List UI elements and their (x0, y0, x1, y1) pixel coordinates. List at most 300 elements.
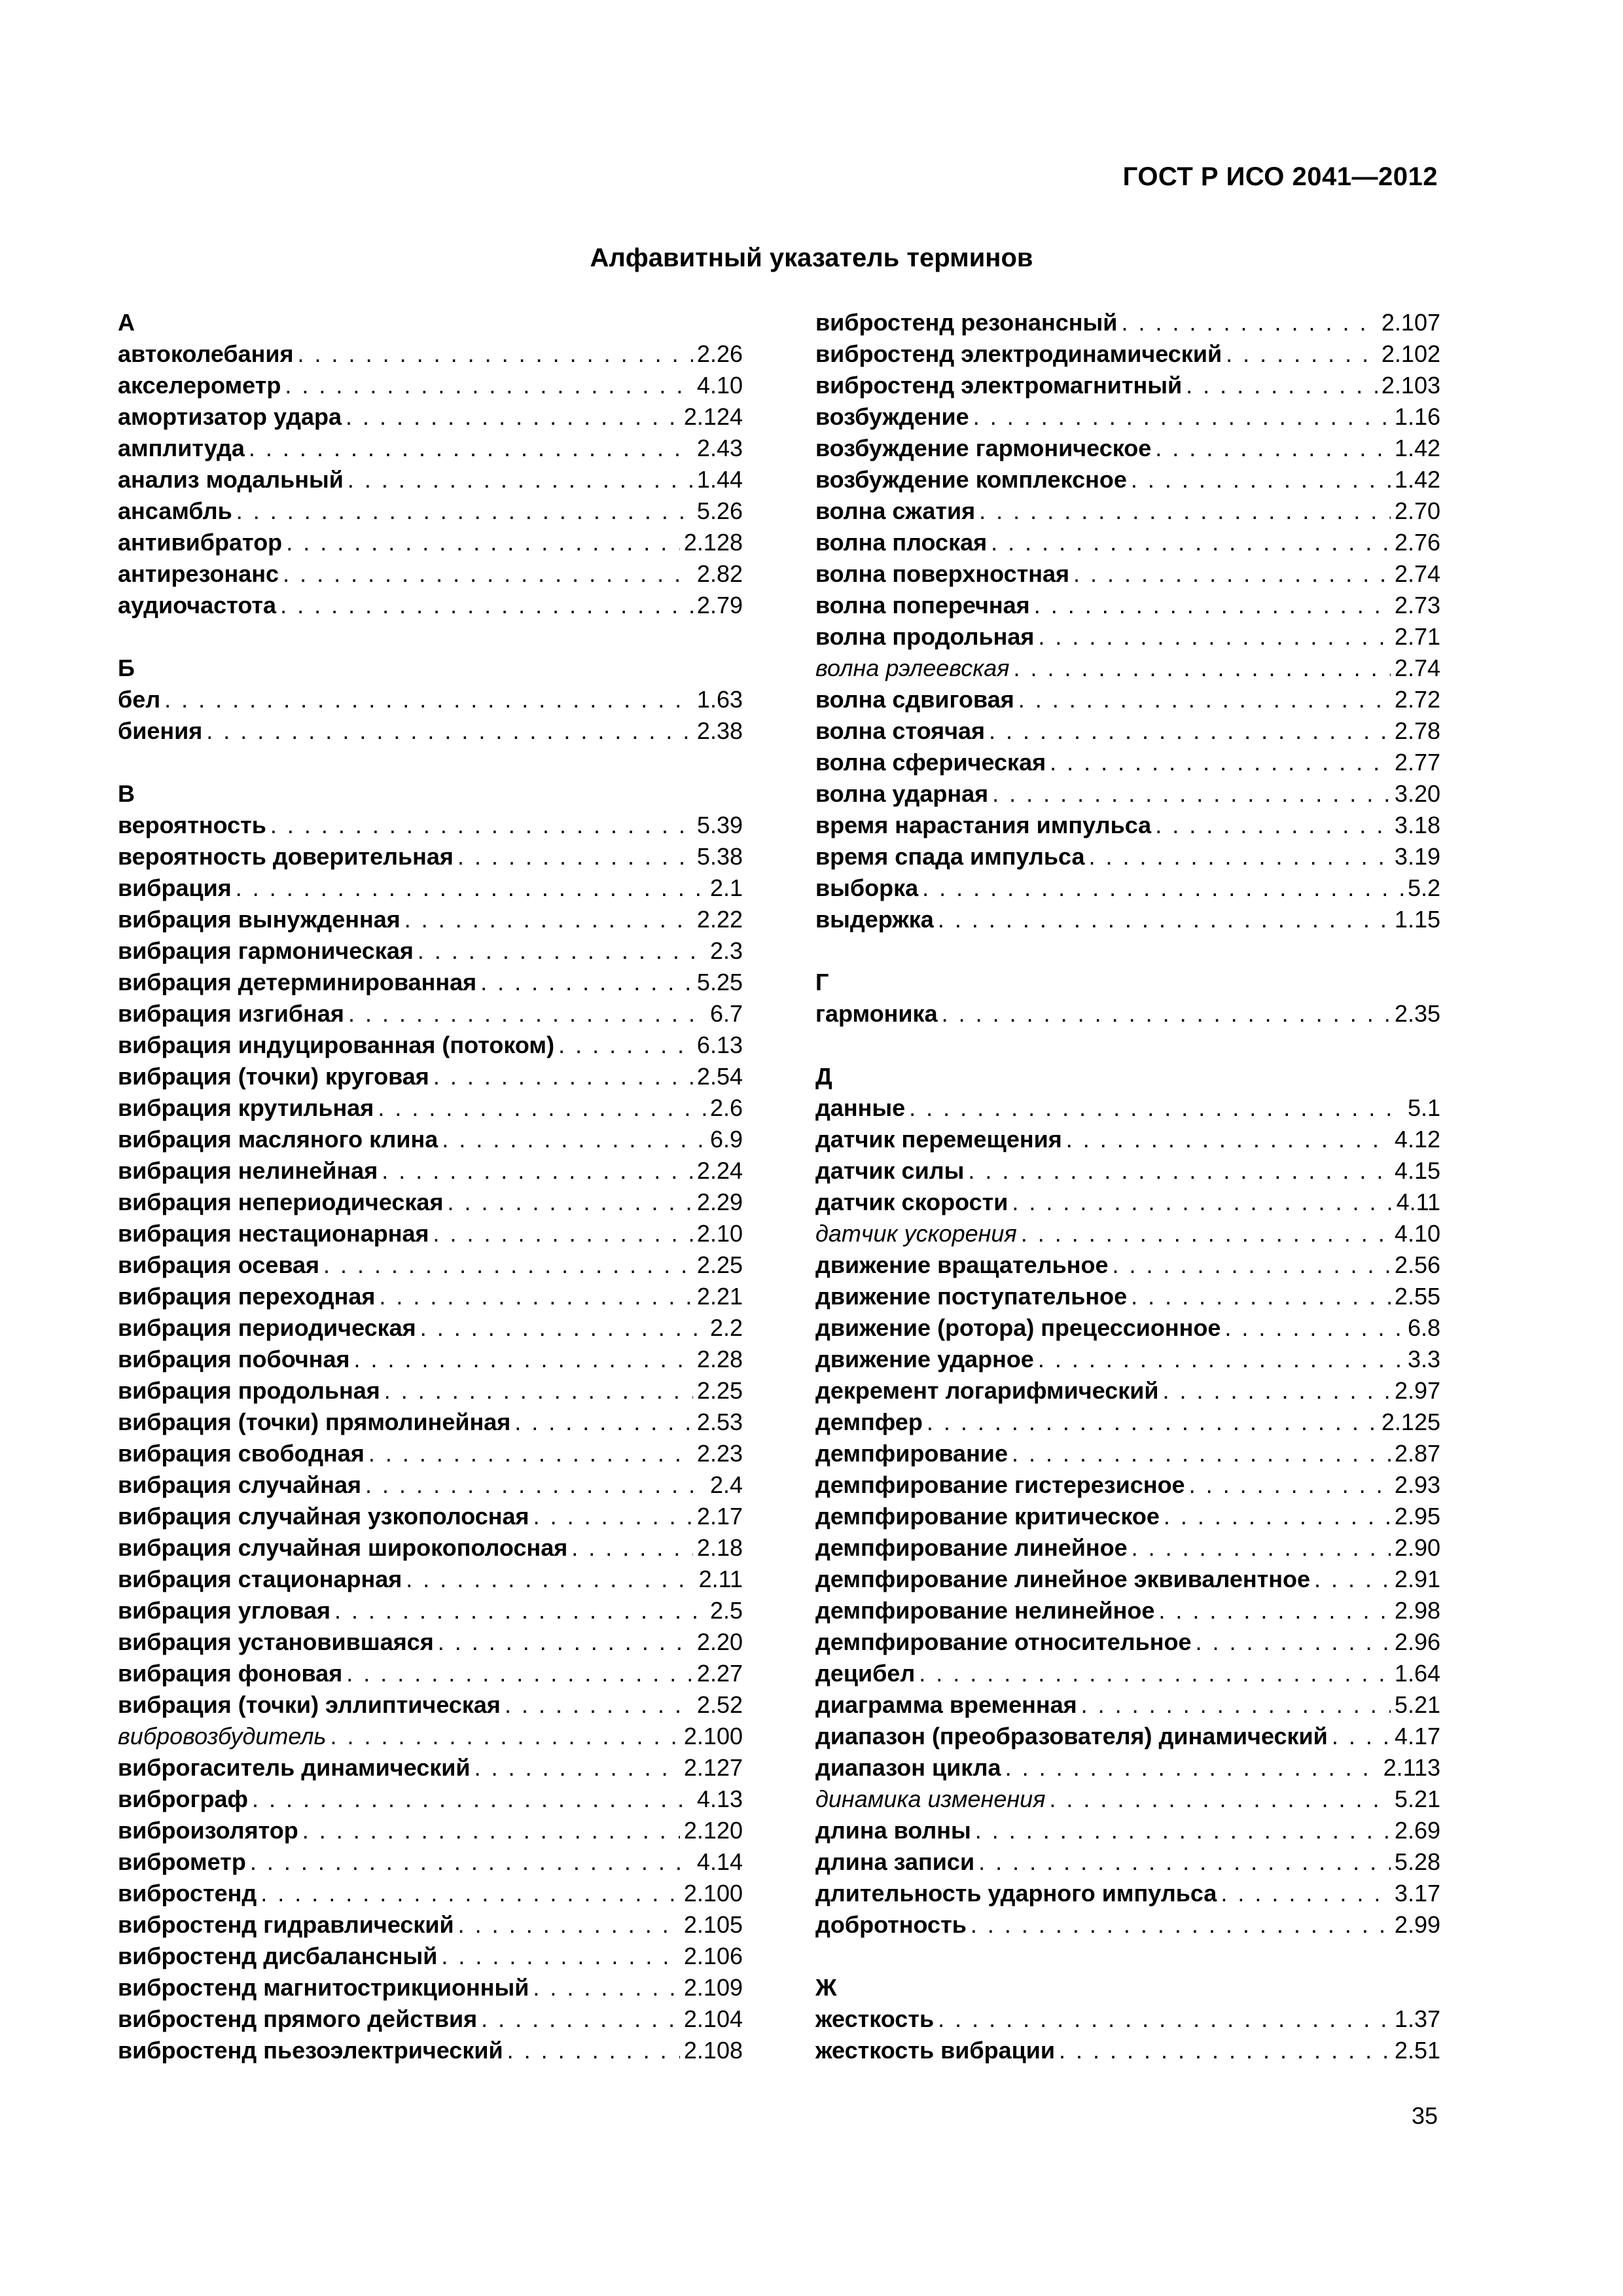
index-ref: 2.74 (1394, 560, 1440, 587)
dot-leader (418, 935, 706, 967)
index-ref: 2.5 (709, 1597, 743, 1624)
section-letter: А (118, 309, 135, 336)
dot-leader (979, 495, 1391, 527)
index-term: виброметр (118, 1848, 246, 1875)
index-entry (118, 1564, 743, 1595)
index-term: акселерометр (118, 372, 281, 399)
index-term: волна поперечная (815, 592, 1030, 619)
index-term: вибрация свободная (118, 1440, 365, 1467)
index-ref: 1.44 (696, 466, 743, 493)
dot-leader (922, 872, 1404, 904)
index-entry (118, 2003, 743, 2035)
dot-leader (533, 1501, 693, 1532)
dot-leader (406, 1564, 694, 1595)
dot-leader (379, 1281, 693, 1312)
dot-leader (1164, 1501, 1391, 1532)
index-entry (815, 684, 1440, 715)
index-term: волна ударная (815, 780, 989, 807)
index-ref: 2.96 (1394, 1628, 1440, 1655)
index-entry (815, 590, 1440, 621)
index-entry (815, 338, 1440, 370)
page-title: Алфавитный указатель терминов (590, 243, 1033, 272)
index-term: демпфирование линейное (815, 1534, 1128, 1561)
dot-leader (474, 1752, 680, 1784)
index-entry (815, 1846, 1440, 1878)
index-entry (815, 2035, 1440, 2066)
dot-leader (973, 401, 1391, 433)
index-entry (118, 1092, 743, 1124)
dot-leader (280, 590, 693, 621)
dot-leader (481, 2003, 680, 2035)
dot-leader (1226, 338, 1378, 370)
dot-leader (382, 1155, 693, 1187)
dot-leader (1131, 1281, 1391, 1312)
index-entry (118, 872, 743, 904)
index-entry (815, 1532, 1440, 1564)
index-ref: 6.13 (696, 1031, 743, 1058)
index-term: амплитуда (118, 435, 245, 461)
index-term: вибростенд (118, 1880, 257, 1907)
index-term: вибровозбудитель (118, 1723, 327, 1749)
index-ref: 1.42 (1394, 466, 1440, 493)
index-entry (118, 967, 743, 998)
index-term: антирезонанс (118, 560, 279, 587)
index-entry (815, 1564, 1440, 1595)
index-term: выборка (815, 874, 919, 901)
index-term: антивибратор (118, 529, 283, 556)
dot-leader (286, 527, 680, 558)
index-entry (815, 1878, 1440, 1909)
index-entry (815, 1438, 1440, 1469)
dot-leader (164, 684, 693, 715)
index-ref: 2.90 (1394, 1534, 1440, 1561)
index-ref: 2.53 (696, 1408, 743, 1435)
index-entry (118, 1972, 743, 2003)
index-term: волна сдвиговая (815, 686, 1014, 713)
dot-leader (1112, 1249, 1390, 1281)
index-entry (815, 1375, 1440, 1407)
index-term: вибрация случайная узкополосная (118, 1503, 529, 1530)
index-entry (815, 715, 1440, 747)
index-entry (815, 307, 1440, 338)
index-term: демпфирование относительное (815, 1628, 1192, 1655)
index-term: автоколебания (118, 340, 294, 367)
index-entry (118, 841, 743, 872)
index-ref: 5.26 (696, 497, 743, 524)
index-term: вибрация стационарная (118, 1566, 402, 1592)
dot-leader (260, 1878, 680, 1909)
index-entry (815, 1626, 1440, 1658)
index-term: жесткость вибрации (815, 2037, 1055, 2064)
index-term: вибростенд прямого действия (118, 2005, 478, 2032)
index-term: возбуждение комплексное (815, 466, 1127, 493)
index-ref: 2.54 (696, 1063, 743, 1090)
index-ref: 2.108 (683, 2037, 743, 2064)
index-ref: 2.25 (696, 1251, 743, 1278)
index-ref: 3.18 (1394, 812, 1440, 838)
section-letter: Г (815, 969, 829, 996)
index-ref: 2.104 (683, 2005, 743, 2032)
index-ref: 2.98 (1394, 1597, 1440, 1624)
index-term: выдержка (815, 906, 934, 933)
index-entry (118, 1187, 743, 1218)
section-letter: Ж (815, 1974, 837, 2001)
dot-leader (1089, 841, 1391, 872)
index-term: датчик скорости (815, 1189, 1008, 1215)
dot-leader (1186, 370, 1378, 401)
dot-leader (1155, 433, 1391, 464)
index-entry (118, 1784, 743, 1815)
index-entry (118, 1658, 743, 1689)
index-term: ансамбль (118, 497, 232, 524)
dot-leader (236, 495, 693, 527)
index-term: движение (ротора) прецессионное (815, 1314, 1221, 1341)
dot-leader (507, 2035, 680, 2066)
index-entry (815, 1752, 1440, 1784)
dot-leader (236, 872, 706, 904)
dot-leader (938, 2003, 1391, 2035)
index-term: вибрация осевая (118, 1251, 320, 1278)
index-ref: 2.128 (683, 529, 743, 556)
index-ref: 2.22 (696, 906, 743, 933)
dot-leader (441, 1941, 680, 1972)
index-entry (118, 684, 743, 715)
index-entry (118, 527, 743, 558)
index-ref: 6.8 (1407, 1314, 1440, 1341)
index-entry (815, 1689, 1440, 1721)
dot-leader (458, 1909, 680, 1941)
dot-leader (909, 1092, 1404, 1124)
dot-leader (1049, 1784, 1391, 1815)
dot-leader (1012, 1438, 1391, 1469)
index-entry (118, 1407, 743, 1438)
index-term: данные (815, 1094, 906, 1121)
index-section (815, 1972, 1440, 2066)
index-term: вибрация изгибная (118, 1000, 344, 1027)
dot-leader (1018, 684, 1391, 715)
index-entry (815, 810, 1440, 841)
index-entry (118, 1344, 743, 1375)
index-column-left (118, 307, 743, 2066)
dot-leader (457, 841, 693, 872)
index-term: вибростенд дисбалансный (118, 1943, 438, 1969)
index-entry (815, 747, 1440, 778)
index-entry (118, 1438, 743, 1469)
dot-leader (989, 715, 1391, 747)
index-term: возбуждение (815, 403, 969, 430)
index-section (815, 967, 1440, 1030)
index-ref: 2.4 (709, 1471, 743, 1498)
index-ref: 2.24 (696, 1157, 743, 1184)
index-entry (815, 621, 1440, 653)
index-entry (118, 1469, 743, 1501)
index-entry (118, 1595, 743, 1626)
index-ref: 5.39 (696, 812, 743, 838)
dot-leader (1005, 1752, 1380, 1784)
index-entry (815, 433, 1440, 464)
dot-leader (368, 1438, 693, 1469)
index-entry (815, 841, 1440, 872)
index-term: вибрация (точки) прямолинейная (118, 1408, 511, 1435)
index-entry (118, 1281, 743, 1312)
index-term: время нарастания импульса (815, 812, 1152, 838)
index-term: движение поступательное (815, 1283, 1128, 1310)
dot-leader (1081, 1689, 1391, 1721)
dot-leader (298, 338, 693, 370)
index-entry (118, 1626, 743, 1658)
index-ref: 2.100 (683, 1723, 743, 1749)
index-entry (118, 1155, 743, 1187)
index-ref: 2.99 (1394, 1911, 1440, 1938)
index-term: добротность (815, 1911, 967, 1938)
index-ref: 2.91 (1394, 1566, 1440, 1592)
index-entry (118, 998, 743, 1030)
dot-leader (992, 778, 1391, 810)
dot-leader (1014, 653, 1391, 684)
index-term: вибрация детерминированная (118, 969, 477, 996)
index-entry (118, 1312, 743, 1344)
index-ref: 2.2 (709, 1314, 743, 1341)
dot-leader (447, 1187, 692, 1218)
index-ref: 2.51 (1394, 2037, 1440, 2064)
index-entry (815, 1595, 1440, 1626)
index-entry (118, 558, 743, 590)
index-section (118, 307, 743, 621)
index-section (118, 778, 743, 2066)
index-term: жесткость (815, 2005, 935, 2032)
index-ref: 2.124 (683, 403, 743, 430)
index-entry (815, 1407, 1440, 1438)
index-ref: 6.7 (709, 1000, 743, 1027)
dot-leader (514, 1407, 693, 1438)
index-term: вибрация нелинейная (118, 1157, 378, 1184)
dot-leader (1163, 1375, 1391, 1407)
index-term: волна сжатия (815, 497, 976, 524)
index-entry (815, 495, 1440, 527)
index-ref: 2.100 (683, 1880, 743, 1907)
index-term: вибрация вынужденная (118, 906, 401, 933)
index-entry (815, 872, 1440, 904)
page-number: 35 (1411, 2102, 1438, 2129)
index-ref: 3.19 (1394, 843, 1440, 870)
index-ref: 1.37 (1394, 2005, 1440, 2032)
index-ref: 4.12 (1394, 1126, 1440, 1153)
index-term: вероятность доверительная (118, 843, 454, 870)
index-term: динамика изменения (815, 1785, 1046, 1812)
index-ref: 2.18 (696, 1534, 743, 1561)
index-entry (815, 1155, 1440, 1187)
index-ref: 2.78 (1394, 717, 1440, 744)
index-entry (815, 1815, 1440, 1846)
index-column-right (815, 307, 1440, 2066)
index-ref: 5.1 (1407, 1094, 1440, 1121)
index-term: вибрация масляного клина (118, 1126, 438, 1153)
dot-leader (250, 1846, 693, 1878)
index-section (815, 1061, 1440, 1941)
index-ref: 2.3 (709, 937, 743, 964)
index-ref: 2.107 (1381, 309, 1440, 336)
dot-leader (348, 998, 706, 1030)
index-term: вибрация (точки) круговая (118, 1063, 429, 1090)
dot-leader (991, 527, 1391, 558)
index-entry (118, 401, 743, 433)
dot-leader (1012, 1187, 1392, 1218)
index-term: вибрация установившаяся (118, 1628, 434, 1655)
dot-leader (285, 370, 693, 401)
index-term: демпфер (815, 1408, 923, 1435)
dot-leader (571, 1532, 693, 1564)
index-ref: 2.11 (698, 1566, 743, 1592)
index-ref: 2.1 (709, 874, 743, 901)
index-entry (815, 778, 1440, 810)
index-ref: 2.28 (696, 1346, 743, 1372)
index-term: демпфирование нелинейное (815, 1597, 1155, 1624)
index-term: вибрация фоновая (118, 1660, 343, 1687)
index-term: демпфирование гистерезисное (815, 1471, 1185, 1498)
index-term: виброгаситель динамический (118, 1754, 471, 1781)
index-entry (815, 1218, 1440, 1249)
dot-leader (1158, 1595, 1391, 1626)
index-ref: 5.38 (696, 843, 743, 870)
index-ref: 2.77 (1394, 749, 1440, 776)
index-ref: 2.113 (1383, 1754, 1440, 1781)
index-entry (815, 1281, 1440, 1312)
index-ref: 2.79 (696, 592, 743, 619)
dot-leader (206, 715, 693, 747)
index-term: волна рэлеевская (815, 655, 1010, 681)
index-entry (118, 715, 743, 747)
dot-leader (252, 1784, 693, 1815)
index-term: датчик перемещения (815, 1126, 1062, 1153)
dot-leader (334, 1595, 706, 1626)
index-term: вибрация побочная (118, 1346, 350, 1372)
dot-leader (1034, 590, 1391, 621)
index-ref: 2.25 (696, 1377, 743, 1404)
index-ref: 5.25 (696, 969, 743, 996)
index-entry (118, 1124, 743, 1155)
index-term: волна стоячая (815, 717, 986, 744)
index-ref: 2.120 (683, 1817, 743, 1844)
dot-leader (971, 1909, 1391, 1941)
dot-leader (348, 464, 693, 495)
index-entry (815, 1187, 1440, 1218)
index-term: аудиочастота (118, 592, 277, 619)
index-term: амортизатор удара (118, 403, 342, 430)
index-ref: 2.27 (696, 1660, 743, 1687)
index-entry (815, 998, 1440, 1030)
index-term: децибел (815, 1660, 916, 1687)
index-term: вибростенд гидравлический (118, 1911, 454, 1938)
index-entry (118, 1721, 743, 1752)
index-ref: 3.20 (1394, 780, 1440, 807)
index-entry (815, 1092, 1440, 1124)
index-entry (815, 653, 1440, 684)
index-term: вибростенд пьезоэлектрический (118, 2037, 503, 2064)
index-entry (118, 1909, 743, 1941)
index-entry (815, 1124, 1440, 1155)
index-ref: 2.55 (1394, 1283, 1440, 1310)
index-entry (118, 433, 743, 464)
dot-leader (365, 1469, 706, 1501)
index-ref: 1.63 (696, 686, 743, 713)
dot-leader (1196, 1626, 1391, 1658)
index-ref: 2.43 (696, 435, 743, 461)
index-ref: 2.52 (696, 1691, 743, 1718)
index-entry (815, 370, 1440, 401)
index-term: вибрация (точки) эллиптическая (118, 1691, 501, 1718)
index-term: движение вращательное (815, 1251, 1109, 1278)
index-entry (118, 1249, 743, 1281)
index-term: датчик силы (815, 1157, 965, 1184)
index-ref: 2.35 (1394, 1000, 1440, 1027)
index-ref: 6.9 (709, 1126, 743, 1153)
index-entry (118, 338, 743, 370)
dot-leader (1066, 1124, 1391, 1155)
index-entry (118, 1689, 743, 1721)
index-entry (118, 1030, 743, 1061)
index-entry (118, 1941, 743, 1972)
index-term: диапазон цикла (815, 1754, 1001, 1781)
index-ref: 2.38 (696, 717, 743, 744)
index-term: вибрация нестационарная (118, 1220, 429, 1247)
index-entry (815, 2003, 1440, 2035)
index-ref: 1.16 (1394, 403, 1440, 430)
index-ref: 2.103 (1381, 372, 1440, 399)
dot-leader (323, 1249, 693, 1281)
index-entry (815, 1501, 1440, 1532)
index-ref: 4.15 (1394, 1157, 1440, 1184)
index-term: время спада импульса (815, 843, 1085, 870)
dot-leader (330, 1721, 679, 1752)
dot-leader (1038, 1344, 1404, 1375)
index-term: волна сферическая (815, 749, 1046, 776)
index-ref: 1.42 (1394, 435, 1440, 461)
index-ref: 2.17 (696, 1503, 743, 1530)
index-ref: 2.72 (1394, 686, 1440, 713)
index-ref: 4.11 (1396, 1189, 1440, 1215)
index-ref: 2.106 (683, 1943, 743, 1969)
index-ref: 2.82 (696, 560, 743, 587)
index-entry (815, 1249, 1440, 1281)
index-term: длина записи (815, 1848, 975, 1875)
index-ref: 2.87 (1394, 1440, 1440, 1467)
section-letter: Д (815, 1063, 832, 1090)
index-term: вибрация крутильная (118, 1094, 374, 1121)
index-entry (118, 1218, 743, 1249)
dot-leader (1038, 621, 1391, 653)
index-term: вибрация индуцированная (потоком) (118, 1031, 555, 1058)
index-term: демпфирование линейное эквивалентное (815, 1566, 1310, 1592)
index-ref: 2.56 (1394, 1251, 1440, 1278)
dot-leader (968, 1155, 1391, 1187)
dot-leader (433, 1218, 693, 1249)
dot-leader (533, 1972, 680, 2003)
index-ref: 3.3 (1407, 1346, 1440, 1372)
index-ref: 4.13 (696, 1785, 743, 1812)
dot-leader (1189, 1469, 1391, 1501)
dot-leader (1050, 747, 1391, 778)
index-term: вибрация случайная (118, 1471, 362, 1498)
index-ref: 2.74 (1394, 655, 1440, 681)
index-term: вибрация угловая (118, 1597, 330, 1624)
index-entry (815, 1469, 1440, 1501)
dot-leader (346, 401, 680, 433)
dot-leader (1224, 1312, 1404, 1344)
index-ref: 2.105 (683, 1911, 743, 1938)
index-term: вибрация (118, 874, 232, 901)
index-term: демпфирование критическое (815, 1503, 1160, 1530)
index-term: датчик ускорения (815, 1220, 1017, 1247)
